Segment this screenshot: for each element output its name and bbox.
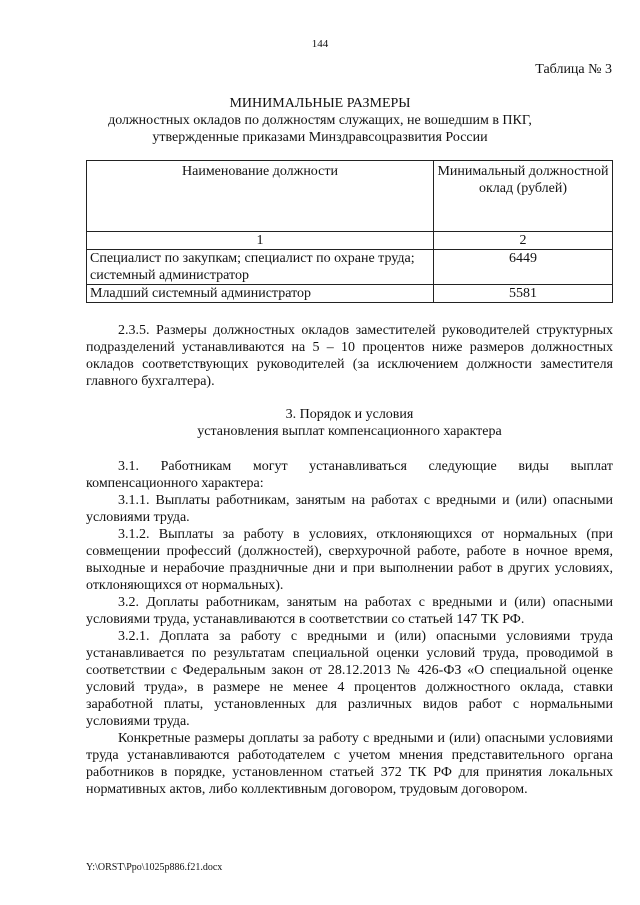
paragraph-3-2-1: 3.2.1. Доплата за работу с вредными и (или) опасными условиями труда устанавливается по результатам специальной оценки условий труда, проводимой в соответствии с Федеральным закон от 28.12.2013 № 426-ФЗ «О специальной оценке условий труда», в размере не менее 4 процентов должностного оклада, ставки заработной платы, установленных для различных видов работ с нормальными условиями труда. <box>86 629 613 729</box>
title-line-3: утвержденные приказами Минздравсоцразвития России <box>152 130 488 145</box>
position-name-cell: Младший системный администратор <box>87 285 434 303</box>
position-name-cell: Специалист по закупкам; специалист по охране труда; системный администратор <box>87 250 434 285</box>
paragraph-block-2 <box>86 458 613 798</box>
section-heading <box>86 406 613 440</box>
table-title <box>60 95 580 146</box>
section-heading-line-2: установления выплат компенсационного характера <box>197 424 502 439</box>
salary-cell: 5581 <box>434 285 613 303</box>
table-label: Таблица № 3 <box>535 62 612 77</box>
title-line-2: должностных окладов по должностям служащих, не вошедшим в ПКГ, <box>108 113 532 128</box>
salary-cell: 6449 <box>434 250 613 285</box>
table-row <box>87 250 613 285</box>
paragraph-3-1-2: 3.1.2. Выплаты за работу в условиях, отклоняющихся от нормальных (при совмещении профессий (должностей), сверхурочной работе, работе в ночное время, выходные и нерабочие праздничные дни и при выполнении работ в других условиях, отклоняющихся от нормальных). <box>86 527 613 593</box>
header-position-name: Наименование должности <box>87 161 434 232</box>
page-number: 144 <box>311 38 329 50</box>
section-heading-line-1: 3. Порядок и условия <box>285 407 414 422</box>
paragraph-block-1 <box>86 322 613 390</box>
paragraph-3-1: 3.1. Работникам могут устанавливаться следующие виды выплат компенсационного характера: <box>86 459 613 491</box>
paragraph-3-1-1: 3.1.1. Выплаты работникам, занятым на работах с вредными и (или) опасными условиями труда. <box>86 493 613 525</box>
table-header-row <box>87 161 613 232</box>
salary-table <box>86 160 613 303</box>
footer-file-path: Y:\ORST\Ppo\1025p886.f21.docx <box>86 862 223 873</box>
table-column-number-row <box>87 232 613 250</box>
column-number: 1 <box>87 232 434 250</box>
paragraph-concrete: Конкретные размеры доплаты за работу с вредными и (или) опасными условиями труда устанавливаются работодателем с учетом мнения представительного органа работников в порядке, установленном статьей 372 ТК РФ для принятия локальных нормативных актов, либо коллективным договором, трудовым договором. <box>86 731 613 797</box>
header-min-salary: Минимальный должностной оклад (рублей) <box>434 161 613 232</box>
table-row <box>87 285 613 303</box>
paragraph-2-3-5: 2.3.5. Размеры должностных окладов заместителей руководителей структурных подразделений устанавливаются на 5 – 10 процентов ниже размеров должностных окладов соответствующих руководителей (за исключением должности заместителя главного бухгалтера). <box>86 323 613 389</box>
paragraph-3-2: 3.2. Доплаты работникам, занятым на работах с вредными и (или) опасными условиями труда, устанавливаются в соответствии со статьей 147 ТК РФ. <box>86 595 613 627</box>
title-line-1: МИНИМАЛЬНЫЕ РАЗМЕРЫ <box>229 96 411 111</box>
column-number: 2 <box>434 232 613 250</box>
